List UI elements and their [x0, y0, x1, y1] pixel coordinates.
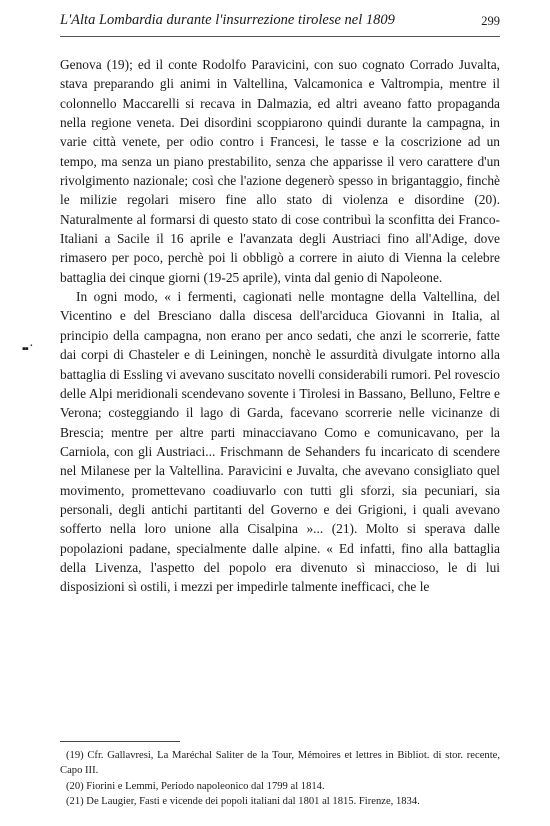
- footnotes: [60, 748, 500, 809]
- paragraph-2: In ogni modo, « i fermenti, cagionati nelle montagne della Valtellina, del Vicentino e del Bresciano dalla discesa dell'arciduca Giovanni in Italia, al principio della campagna, non erano per anco sedati, che anzi le scorrerie, fatte dai corpi di Chasteler e di Leiningen, nonchè le assurdità divulgate intorno alla battaglia di Essling vi avevano suscitato novelli considerabili rumori. Pel rovescio delle Alpi meridionali scendevano sovente i Tirolesi in Bassano, Belluno, Feltre e Verona; costeggiando il lago di Garda, facevano scorrerie nelle vicinanze di Brescia; mentre per altre parti minacciavano Como e comunicavano, per la Carniola, con gli Austriaci... Frischmann de Sehanders fu incaricato di scendere nel Milanese per la Valtellina. Paravicini e Juvalta, che avevano consigliato quel movimento, promettevano coadiuvarlo con tutti gli sforzi, sia pecuniari, sia personali, degli antichi partitanti del Governo e dei Grigioni, i quali avevano sofferto nella loro unione alla Cisalpina »... (21). Molto si sperava dalle popolazioni padane, specialmente dalle alpine. « Ed infatti, fino alla battaglia della Livenza, l'aspetto del popolo era divenuto sì minaccioso, le di lui disposizioni sì ostili, i mezzi per impedirle talmente inefficaci, che le: [60, 289, 500, 595]
- footnote-19: (19) Cfr. Gallavresi, La Maréchal Saliter de la Tour, Mémoires et lettres in Bibliot. di stor. recente, Capo III.: [60, 750, 500, 777]
- margin-mark: ▪▪ ˙: [22, 343, 33, 355]
- page-number: 299: [481, 14, 500, 28]
- footnote-21: (21) De Laugier, Fasti e vicende dei popoli italiani dal 1801 al 1815. Firenze, 1834.: [66, 795, 420, 807]
- paragraph-1: Genova (19); ed il conte Rodolfo Paravicini, con suo cognato Corrado Juvalta, stava preparando gli animi in Valtellina, Valcamonica e Valtrompia, mentre il colonnello Maccarelli si recava in Dalmazia, ed altri aveano fatto propaganda nella regione veneta. Dei disordini scoppiarono quindi durante la campagna, in varie città venete, per odio contro i Francesi, le tasse e la coscrizione ad un tempo, ma senza un piano prestabilito, senza che apparisse il vero carattere d'un rivolgimento nazionale; così che l'azione degenerò spesso in brigantaggio, finchè le milizie regolari misero fine allo stato di violenza e disordine (20). Naturalmente al formarsi di questo stato di cose contribuì la sconfitta dei Franco-Italiani a Sacile il 16 aprile e l'avanzata degli Austriaci fino all'Adige, dove rimasero per poco, perchè poi li obbligò a correre in aiuto di Vienna la celebre battaglia dei cinque giorni (19-25 aprile), vinta dal genio di Napoleone.: [60, 57, 500, 285]
- footnote-20: (20) Fiorini e Lemmi, Periodo napoleonico dal 1799 al 1814.: [66, 780, 325, 792]
- running-header: [60, 10, 500, 34]
- running-title: L'Alta Lombardia durante l'insurrezione tirolese nel 1809: [60, 12, 395, 28]
- body-text: [60, 55, 500, 597]
- header-rule: [60, 36, 500, 37]
- footnote-rule: [60, 741, 180, 742]
